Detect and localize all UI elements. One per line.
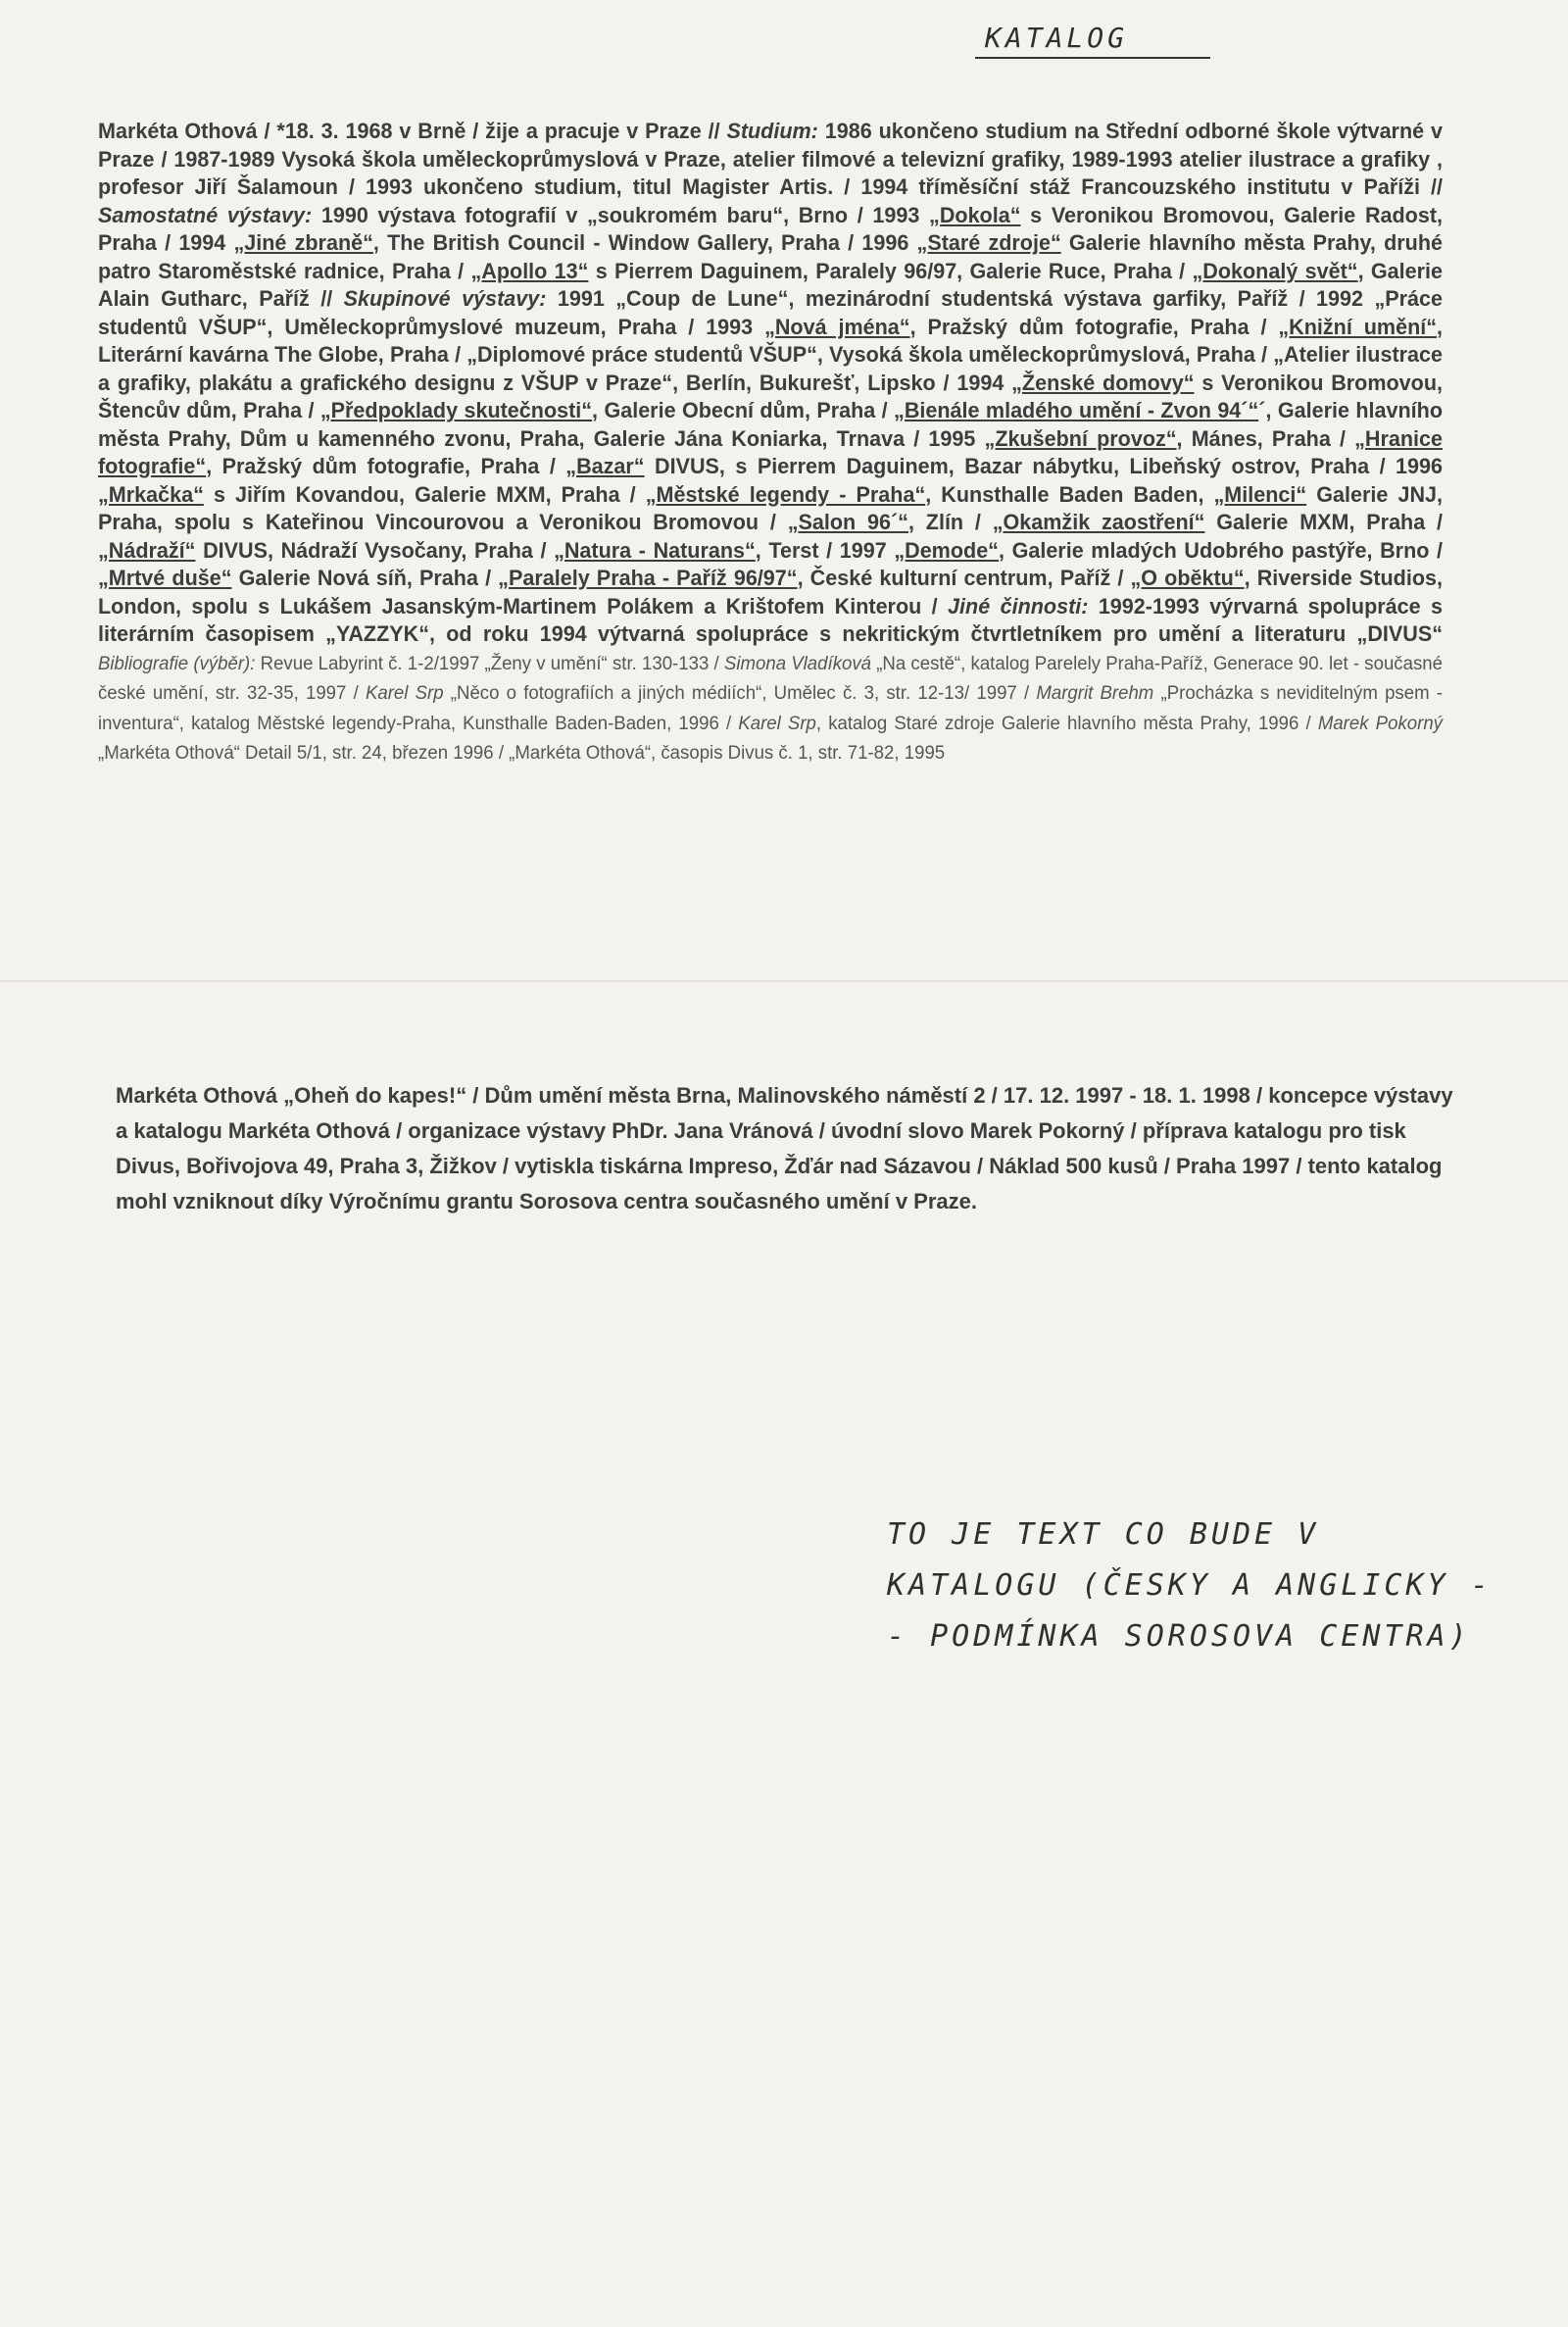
exhibition-title: „Mrkačka“: [98, 481, 204, 507]
group-text: , Pražský dům fotografie, Praha /: [206, 454, 566, 478]
handwritten-note-line: - PODMÍNKA SOROSOVA CENTRA): [887, 1619, 1471, 1654]
exhibition-title: „Salon 96´“: [787, 510, 908, 534]
group-text: , Riverside Studios, London, spolu s Lukášem Jasanským-Martinem Polákem a Krištofem Kinterou /: [98, 566, 1443, 619]
exhibition-title: „Mrtvé duše“: [98, 566, 232, 590]
bibliography-author: Margrit Brehm: [1036, 683, 1154, 704]
group-text: , Mánes, Praha /: [1176, 425, 1355, 451]
handwritten-note-line: KATALOGU (ČESKY A ANGLICKY -: [887, 1568, 1493, 1603]
group-text: Galerie MXM, Praha /: [1204, 510, 1444, 534]
group-text: , Galerie mladých Udobrého pastýře, Brno /: [998, 537, 1444, 563]
group-text: , Zlín /: [907, 510, 993, 534]
group-text: ´, Galerie hlavního města Prahy, Dům u kamenného zvonu, Praha, Galerie Jána Koniarka, Trnava / 1995: [98, 398, 1443, 451]
solo-text: s Veronikou Bromovou, Galerie Radost, Praha / 1994: [98, 202, 1444, 255]
group-text: Galerie Nová síň, Praha /: [231, 566, 499, 590]
bibliography-label: Bibliografie (výběr):: [98, 653, 256, 674]
solo-text: , The British Council - Window Gallery, Praha / 1996: [372, 230, 917, 255]
bibliography-author: Simona Vladíková: [723, 653, 872, 674]
bibliography-text: „Markéta Othová“ Detail 5/1, str. 24, březen 1996 / „Markéta Othová“, časopis Divus č. 1, str. 71-82, 1995: [98, 743, 946, 764]
group-text: , České kulturní centrum, Paříž /: [797, 566, 1131, 590]
group-text: , Galerie Obecní dům, Praha /: [592, 398, 895, 422]
group-text: , Literární kavárna The Globe, Praha / „Diplomové práce studentů VŠUP“, Vysoká škola uměleckoprůmyslová, Praha / „Atelier ilustrace a grafiky, plakátu a grafického designu z VŠUP v Praze“, Berlín, Bukurešť, Lipsko / 1994: [98, 314, 1444, 395]
bibliography-text: „Něco o fotografiích a jiných médiích“, Umělec č. 3, str. 12-13/ 1997 /: [443, 683, 1037, 704]
exhibition-title: „Paralely Praha - Paříž 96/97“: [498, 566, 798, 590]
bio-intro: Markéta Othová / *18. 3. 1968 v Brně / žije a pracuje v Praze //: [98, 119, 727, 143]
group-text: DIVUS, s Pierrem Daguinem, Bazar nábytku, Libeňský ostrov, Praha / 1996: [644, 454, 1443, 478]
paper-fold: [0, 980, 1568, 982]
exhibition-title: „Dokola“: [929, 202, 1021, 227]
exhibition-title: „Jiné zbraně“: [233, 230, 373, 255]
bibliography-text: „Procházka s neviditelným psem - inventura“, katalog Městské legendy-Praha, Kunsthalle Baden-Baden, 1996 /: [98, 683, 1444, 734]
colophon: Markéta Othová „Oheň do kapes!“ / Dům umění města Brna, Malinovského náměstí 2 / 17. 12. 1997 - 18. 1. 1998 / koncepce výstavy a katalogu Markéta Othová / organizace výstavy PhDr. Jana Vránová / úvodní slovo Marek Pokorný / příprava katalogu pro tisk Divus, Bořivojova 49, Praha 3, Žižkov / vytiskla tiskárna Impreso, Žďár nad Sázavou / Náklad 500 kusů / Praha 1997 / tento katalog mohl vzniknout díky Výročnímu grantu Sorosova centra současného umění v Praze.: [116, 1083, 1453, 1213]
handwritten-note-line: TO JE TEXT CO BUDE V: [887, 1517, 1320, 1552]
group-text: , Kunsthalle Baden Baden,: [925, 481, 1214, 507]
solo-text: Galerie hlavního města Prahy, druhé patro Staroměstské radnice, Praha /: [98, 230, 1444, 283]
group-text: , Pražský dům fotografie, Praha /: [909, 314, 1279, 339]
solo-text: s Pierrem Daguinem, Paralely 96/97, Galerie Ruce, Praha /: [588, 258, 1193, 283]
exhibition-title: „Hranice fotografie“: [98, 425, 1444, 478]
bibliography-author: Karel Srp: [365, 683, 444, 704]
studium-label: Studium:: [726, 119, 818, 143]
exhibition-title: „Nádraží“: [98, 537, 196, 563]
exhibition-title: „Městské legendy - Praha“: [645, 481, 926, 507]
solo-exhibitions-label: Samostatné výstavy:: [98, 202, 313, 227]
exhibition-title: „Předpoklady skutečnosti“: [319, 398, 593, 422]
bibliography-text: , katalog Staré zdroje Galerie hlavního města Prahy, 1996 /: [815, 713, 1318, 734]
exhibition-title: „Demode“: [894, 537, 999, 563]
exhibition-title: „Milenci“: [1213, 481, 1307, 507]
group-text: 1991 „Coup de Lune“, mezinárodní studentská výstava garfiky, Paříž / 1992 „Práce studentů VŠUP“, Uměleckoprůmyslové muzeum, Praha / 1993: [98, 286, 1443, 339]
bibliography-author: Marek Pokorný: [1317, 713, 1443, 734]
biography-text: [98, 118, 1443, 768]
group-exhibitions-label: Skupinové výstavy:: [343, 286, 547, 311]
exhibition-title: „Okamžik zaostření“: [992, 510, 1205, 534]
group-text: s Jiřím Kovandou, Galerie MXM, Praha /: [203, 481, 646, 507]
group-text: DIVUS, Nádraží Vysočany, Praha /: [195, 537, 555, 563]
exhibition-title: „Zkušební provoz“: [984, 425, 1177, 451]
exhibition-title: „Bienále mladého umění - Zvon 94´“: [894, 398, 1259, 422]
exhibition-title: „Knižní umění“: [1278, 314, 1438, 339]
exhibition-title: „Apollo 13“: [470, 258, 589, 283]
exhibition-title: „Natura - Naturans“: [554, 537, 756, 563]
bibliography-text: „Na cestě“, katalog Parelely Praha-Paříž, Generace 90. let - současné české umění, str. 32-35, 1997 /: [98, 653, 1443, 704]
exhibition-title: „Dokonalý svět“: [1192, 258, 1358, 283]
studium-text: 1986 ukončeno studium na Střední odborné škole výtvarné v Praze / 1987-1989 Vysoká škola uměleckoprůmyslová v Praze, atelier filmové a televizní grafiky, 1989-1993 atelier ilustrace a grafiky , profesor Jiří Šalamoun / 1993 ukončeno studium, titul Magister Artis. / 1994 tříměsíční stáž Francouzského institutu v Paříži //: [98, 119, 1443, 199]
handwritten-title: KATALOG: [985, 22, 1129, 54]
solo-text: , Galerie Alain Gutharc, Paříž //: [98, 258, 1443, 311]
exhibition-title: „Bazar“: [565, 454, 645, 478]
bibliography-text: Revue Labyrint č. 1-2/1997 „Ženy v umění“ str. 130-133 /: [255, 653, 724, 674]
group-text: , Terst / 1997: [755, 537, 895, 563]
exhibition-title: „O obĕktu“: [1130, 566, 1245, 590]
exhibition-title: „Ženské domovy“: [1011, 370, 1195, 395]
group-text: s Veronikou Bromovou, Štencův dům, Praha /: [98, 370, 1443, 422]
exhibition-title: „Staré zdroje“: [916, 230, 1061, 255]
bibliography: [98, 654, 1443, 765]
handwritten-underline: [975, 57, 1210, 59]
other-activities-label: Jiné činnosti:: [948, 593, 1089, 619]
exhibition-title: „Nová jména“: [764, 314, 910, 339]
other-activities-text: 1992-1993 výrvarná spolupráce s literárním časopisem „YAZZYK“, od roku 1994 výtvarná spolupráce s nekritickým čtvrtletníkem pro umění a literaturu „DIVUS“: [98, 593, 1443, 646]
bibliography-author: Karel Srp: [738, 713, 816, 734]
solo-text: 1990 výstava fotografií v „soukromém baru“, Brno / 1993: [312, 202, 930, 227]
group-text: Galerie JNJ, Praha, spolu s Kateřinou Vincourovou a Veronikou Bromovou /: [98, 481, 1443, 534]
handwritten-note: [887, 1510, 1553, 1662]
